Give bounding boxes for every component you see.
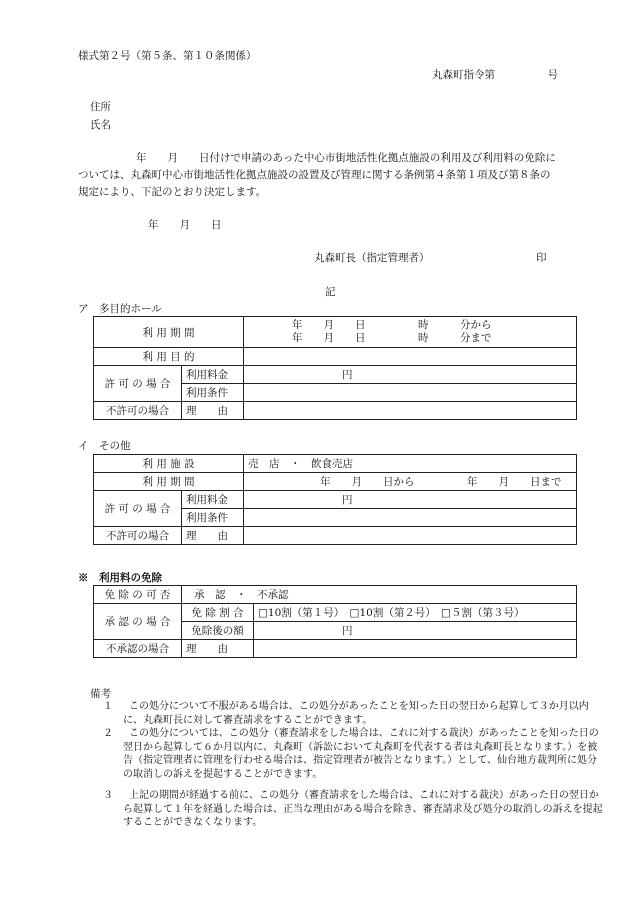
section-a-table: [93, 316, 577, 420]
deny-label: 不許可の場合: [94, 527, 182, 545]
period-value: [244, 317, 577, 348]
reason-value: [254, 640, 577, 658]
conditions-value: [244, 384, 577, 402]
ki-heading: 記: [325, 286, 336, 298]
period-label: 利 用 期 間: [94, 473, 244, 491]
permit-label: 許 可 の 場 合: [94, 491, 182, 527]
reason-value: [244, 527, 577, 545]
possible-value: 承 認 ・ 不承認: [182, 586, 577, 604]
purpose-value: [244, 348, 577, 366]
reason-label: 理 由: [182, 640, 254, 658]
address-label: 住所: [90, 101, 111, 113]
facility-value: 売 店 ・ 飲食売店: [244, 455, 577, 473]
form-number: 様式第２号（第５条、第１０条関係）: [78, 50, 257, 62]
reject-label: 不承認の場合: [94, 640, 182, 658]
note-number: １: [103, 701, 113, 712]
seal-mark: 印: [536, 252, 547, 264]
permit-label: 許 可 の 場 合: [94, 366, 182, 402]
deny-label: 不許可の場合: [94, 402, 182, 420]
note-item: [103, 789, 603, 830]
possible-label: 免 除 の 可 否: [94, 586, 182, 604]
notes-title: 備考: [90, 688, 111, 700]
note-text: この処分について不服がある場合は、この処分があったことを知った日の翌日から起算して３か月以内に、丸森町長に対して審査請求をすることができます。: [123, 701, 589, 726]
note-text: 上記の期間が経過する前に、この処分（審査請求をした場合は、これに対する裁決）があった日の翌日から起算して１年を経過した場合は、正当な理由がある場合を除き、審査請求及び処分の取消しの訴えを提起することができなくなります。: [123, 790, 603, 828]
after-unit: 円: [254, 622, 577, 640]
note-item: [103, 727, 603, 781]
period-value: 年 月 日から 年 月 日まで: [244, 473, 577, 491]
fee-label: 利用料金: [182, 366, 244, 384]
conditions-label: 利用条件: [182, 509, 244, 527]
body-paragraph: 年 月 日付けで申請のあった中心市街地活性化拠点施設の利用及び利用料の免除については、丸森町中心市街地活性化拠点施設の設置及び管理に関する条例第４条第１項及び第８条の規定により、下記のとおり決定します。: [78, 152, 556, 198]
fee-label: 利用料金: [182, 491, 244, 509]
name-label: 氏名: [90, 119, 111, 131]
section-b-table: [93, 454, 577, 545]
note-number: ２: [103, 728, 113, 739]
ratio-value: □10割（第１号） □10割（第２号） □５割（第３号）: [254, 604, 577, 622]
period-to: 年 月 日 時 分まで: [292, 332, 492, 344]
note-number: ３: [103, 790, 113, 801]
note-text: この処分については、この処分（審査請求をした場合は、これに対する裁決）があったことを知った日の翌日から起算して６か月以内に、丸森町（訴訟において丸森町を代表する者は丸森町長となります。）を被告（指定管理者に管理を行わせる場合は、指定管理者が被告となります。）として、仙台地方裁判所に処分の取消しの訴えを提起することができます。: [123, 728, 599, 780]
conditions-value: [244, 509, 577, 527]
after-label: 免除後の額: [182, 622, 254, 640]
section-b-title: イ その他: [78, 440, 131, 452]
conditions-label: 利用条件: [182, 384, 244, 402]
section-c-table: [93, 585, 577, 658]
period-label: 利 用 期 間: [94, 317, 244, 348]
section-c-title: ※ 利用料の免除: [78, 572, 162, 584]
reason-label: 理 由: [182, 527, 244, 545]
purpose-label: 利 用 目 的: [94, 348, 244, 366]
issuer: 丸森町長（指定管理者）: [314, 252, 430, 264]
facility-label: 利 用 施 設: [94, 455, 244, 473]
fee-unit: 円: [244, 491, 577, 509]
reason-value: [244, 402, 577, 420]
approve-label: 承 認 の 場 合: [94, 604, 182, 640]
reference-number: 丸森町指令第 号: [432, 69, 558, 81]
note-item: [103, 700, 603, 727]
fee-unit: 円: [244, 366, 577, 384]
section-a-title: ア 多目的ホール: [78, 303, 162, 315]
date-line: 年 月 日: [148, 219, 222, 231]
period-from: 年 月 日 時 分から: [292, 319, 492, 331]
ratio-label: 免 除 割 合: [182, 604, 254, 622]
reason-label: 理 由: [182, 402, 244, 420]
